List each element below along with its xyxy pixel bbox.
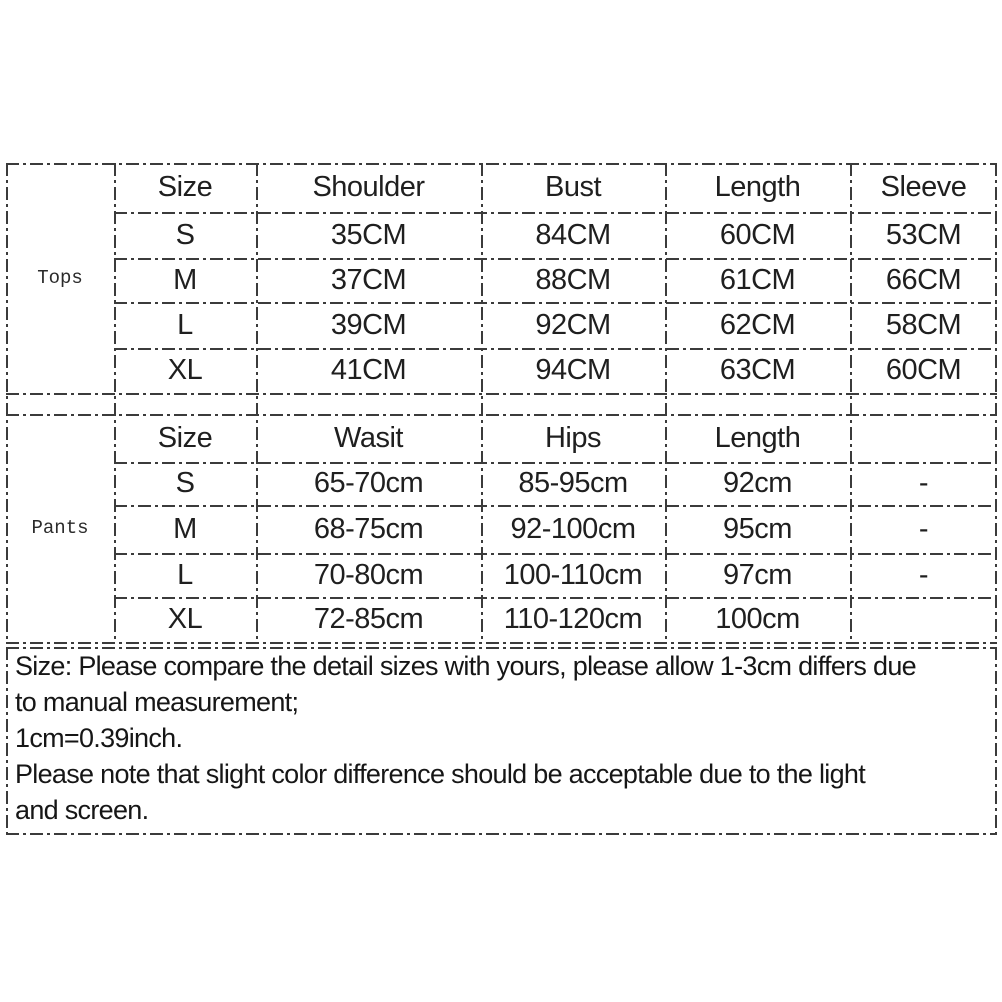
v-grid-line <box>6 163 8 642</box>
tops-header-length: Length <box>714 171 801 203</box>
pants-value-cell: 100cm <box>715 603 800 635</box>
h-grid-line <box>114 462 997 464</box>
notes-box <box>6 647 997 833</box>
v-grid-line <box>6 647 8 833</box>
h-grid-line <box>114 212 997 214</box>
h-grid-line <box>6 833 997 835</box>
notes-line: 1cm=0.39inch. <box>15 723 183 753</box>
tops-table <box>6 163 997 393</box>
h-grid-line <box>6 414 997 416</box>
tops-value-cell: 94CM <box>535 354 611 386</box>
tops-size-cell: L <box>177 308 193 341</box>
tops-value-cell: 58CM <box>885 308 962 341</box>
tops-value-cell: 37CM <box>330 263 407 296</box>
h-grid-line <box>114 302 997 304</box>
pants-value-cell: 92cm <box>723 467 792 499</box>
tops-value-cell: 88CM <box>535 263 611 296</box>
h-grid-line <box>6 642 997 644</box>
notes-line: and screen. <box>15 795 149 825</box>
tops-value-cell: 35CM <box>330 218 407 251</box>
notes-line: Please note that slight color difference should be acceptable due to the light <box>15 759 866 789</box>
tops-value-cell: 60CM <box>719 218 796 251</box>
tops-value-cell: 39CM <box>330 308 407 341</box>
pants-value-cell: 95cm <box>723 512 792 545</box>
pants-value-cell: - <box>918 512 929 545</box>
tops-value-cell: 66CM <box>885 263 962 296</box>
tops-value-cell: 92CM <box>535 308 611 341</box>
pants-size-cell: XL <box>167 603 203 635</box>
h-grid-line <box>114 553 997 555</box>
pants-value-cell: 85-95cm <box>518 467 628 499</box>
tops-header-sleeve: Sleeve <box>880 171 967 203</box>
pants-value-cell: 100-110cm <box>503 558 643 591</box>
h-grid-line <box>6 393 997 395</box>
pants-value-cell: 97cm <box>723 558 792 591</box>
tops-value-cell: 62CM <box>719 308 796 341</box>
h-grid-line <box>6 647 997 649</box>
h-grid-line <box>114 597 997 599</box>
pants-value-cell: 110-120cm <box>503 603 643 635</box>
tops-header-shoulder: Shoulder <box>312 171 425 203</box>
pants-value-cell <box>850 597 997 642</box>
pants-header-length: Length <box>714 421 801 454</box>
tops-value-cell: 63CM <box>719 354 796 386</box>
tops-value-cell: 61CM <box>719 263 796 296</box>
h-grid-line <box>6 163 997 165</box>
pants-value-cell: - <box>918 558 929 591</box>
tops-size-cell: XL <box>167 354 203 386</box>
v-grid-line <box>995 163 997 642</box>
tops-header-size: Size <box>157 171 213 203</box>
h-grid-line <box>114 505 997 507</box>
tops-value-cell: 84CM <box>535 218 611 251</box>
pants-table <box>6 414 997 642</box>
h-grid-line <box>114 348 997 350</box>
v-grid-line <box>481 163 483 642</box>
pants-value-cell: 72-85cm <box>313 603 424 635</box>
pants-value-cell: 92-100cm <box>510 512 636 545</box>
pants-header-waist: Wasit <box>334 421 403 454</box>
v-grid-line <box>256 163 258 642</box>
pants-header-hips: Hips <box>544 421 601 454</box>
tops-value-cell: 53CM <box>885 218 962 251</box>
pants-value-cell: 70-80cm <box>313 558 424 591</box>
tops-size-cell: S <box>175 218 195 251</box>
tops-value-cell: 60CM <box>885 354 962 386</box>
pants-value-cell: 68-75cm <box>313 512 424 545</box>
v-grid-line <box>114 163 116 642</box>
tops-value-cell: 41CM <box>330 354 407 386</box>
pants-size-cell: M <box>173 512 197 545</box>
tops-category-label: Tops <box>37 267 83 289</box>
pants-value-cell: 65-70cm <box>313 467 424 499</box>
pants-size-cell: S <box>175 467 195 499</box>
notes-line: Size: Please compare the detail sizes with yours, please allow 1-3cm differs due <box>15 651 916 681</box>
pants-category-label: Pants <box>31 517 89 539</box>
pants-value-cell: - <box>918 467 929 499</box>
v-grid-line <box>995 647 997 833</box>
tops-header-bust: Bust <box>544 171 602 203</box>
v-grid-line <box>850 163 852 642</box>
h-grid-line <box>114 258 997 260</box>
pants-size-cell: L <box>177 558 193 591</box>
notes-line: to manual measurement; <box>15 687 299 717</box>
v-grid-line <box>665 163 667 642</box>
pants-header-empty <box>850 414 997 462</box>
pants-header-size: Size <box>157 421 213 454</box>
tops-size-cell: M <box>173 263 197 296</box>
